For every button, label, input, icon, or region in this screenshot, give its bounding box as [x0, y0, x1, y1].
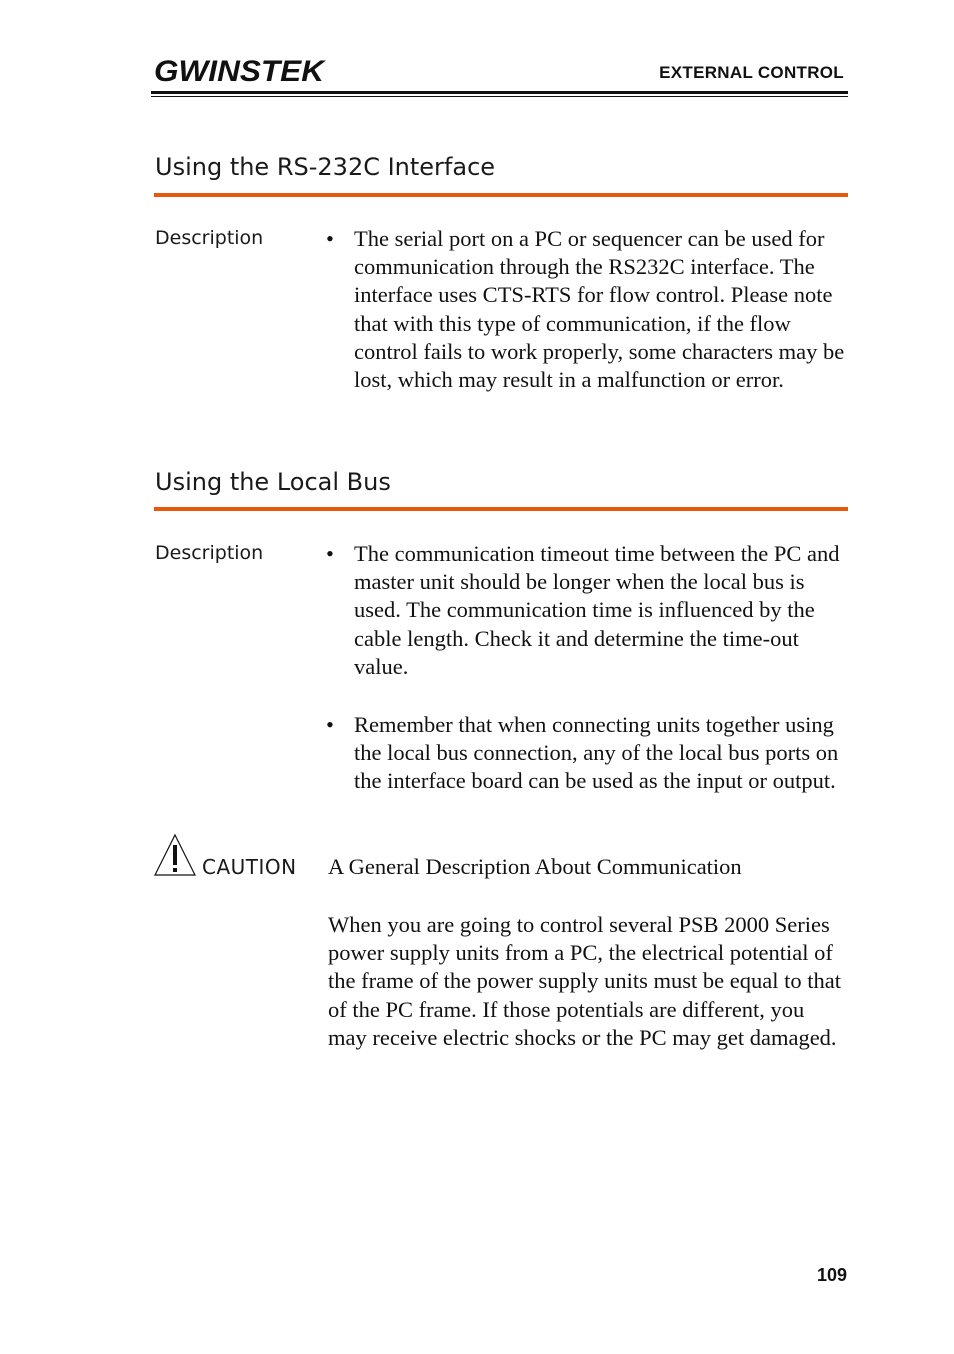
- svg-text:GWINSTEK: GWINSTEK: [154, 56, 326, 84]
- description-label: Description: [155, 542, 264, 564]
- bullet-icon: •: [326, 712, 334, 737]
- bullet-icon: •: [326, 541, 334, 566]
- section-title-local-bus: Using the Local Bus: [155, 468, 391, 496]
- bullet-icon: •: [326, 226, 334, 251]
- caution-heading: A General Description About Communication: [328, 854, 742, 879]
- bullet-item: [326, 711, 856, 796]
- section-divider: [154, 193, 848, 197]
- section-title-rs232c: Using the RS-232C Interface: [155, 153, 496, 181]
- page-number: 109: [816, 1265, 847, 1285]
- bullet-item: [326, 225, 856, 394]
- caution-label: CAUTION: [202, 855, 297, 879]
- warning-triangle-icon: [153, 833, 197, 877]
- header-divider-thin: [151, 96, 848, 97]
- header-divider: [151, 91, 848, 94]
- bullet-text: Remember that when connecting units together using the local bus connection, any of the local bus ports on the interface board can be used as the input or output.: [354, 712, 839, 794]
- description-label: Description: [155, 227, 264, 249]
- gwinstek-logo: [154, 56, 326, 84]
- bullet-text: The serial port on a PC or sequencer can be used for communication through the RS232C interface. The interface uses CTS-RTS for flow control. Please note that with this type of communication, if the flow control fails to work properly, some characters may be lost, which may result in a malfunction or error.: [354, 226, 845, 393]
- header-section-title: EXTERNAL CONTROL: [659, 63, 844, 82]
- caution-body: When you are going to control several PSB 2000 Series power supply units from a PC, the electrical potential of the frame of the power supply units must be equal to that of the PC frame. If those potentials are different, you may receive electric shocks or the PC may get damaged.: [328, 912, 842, 1050]
- bullet-item: [326, 540, 856, 681]
- bullet-text: The communication timeout time between the PC and master unit should be longer when the local bus is used. The communication time is influenced by the cable length. Check it and determine the time-out value.: [354, 541, 840, 679]
- section-divider: [154, 507, 848, 511]
